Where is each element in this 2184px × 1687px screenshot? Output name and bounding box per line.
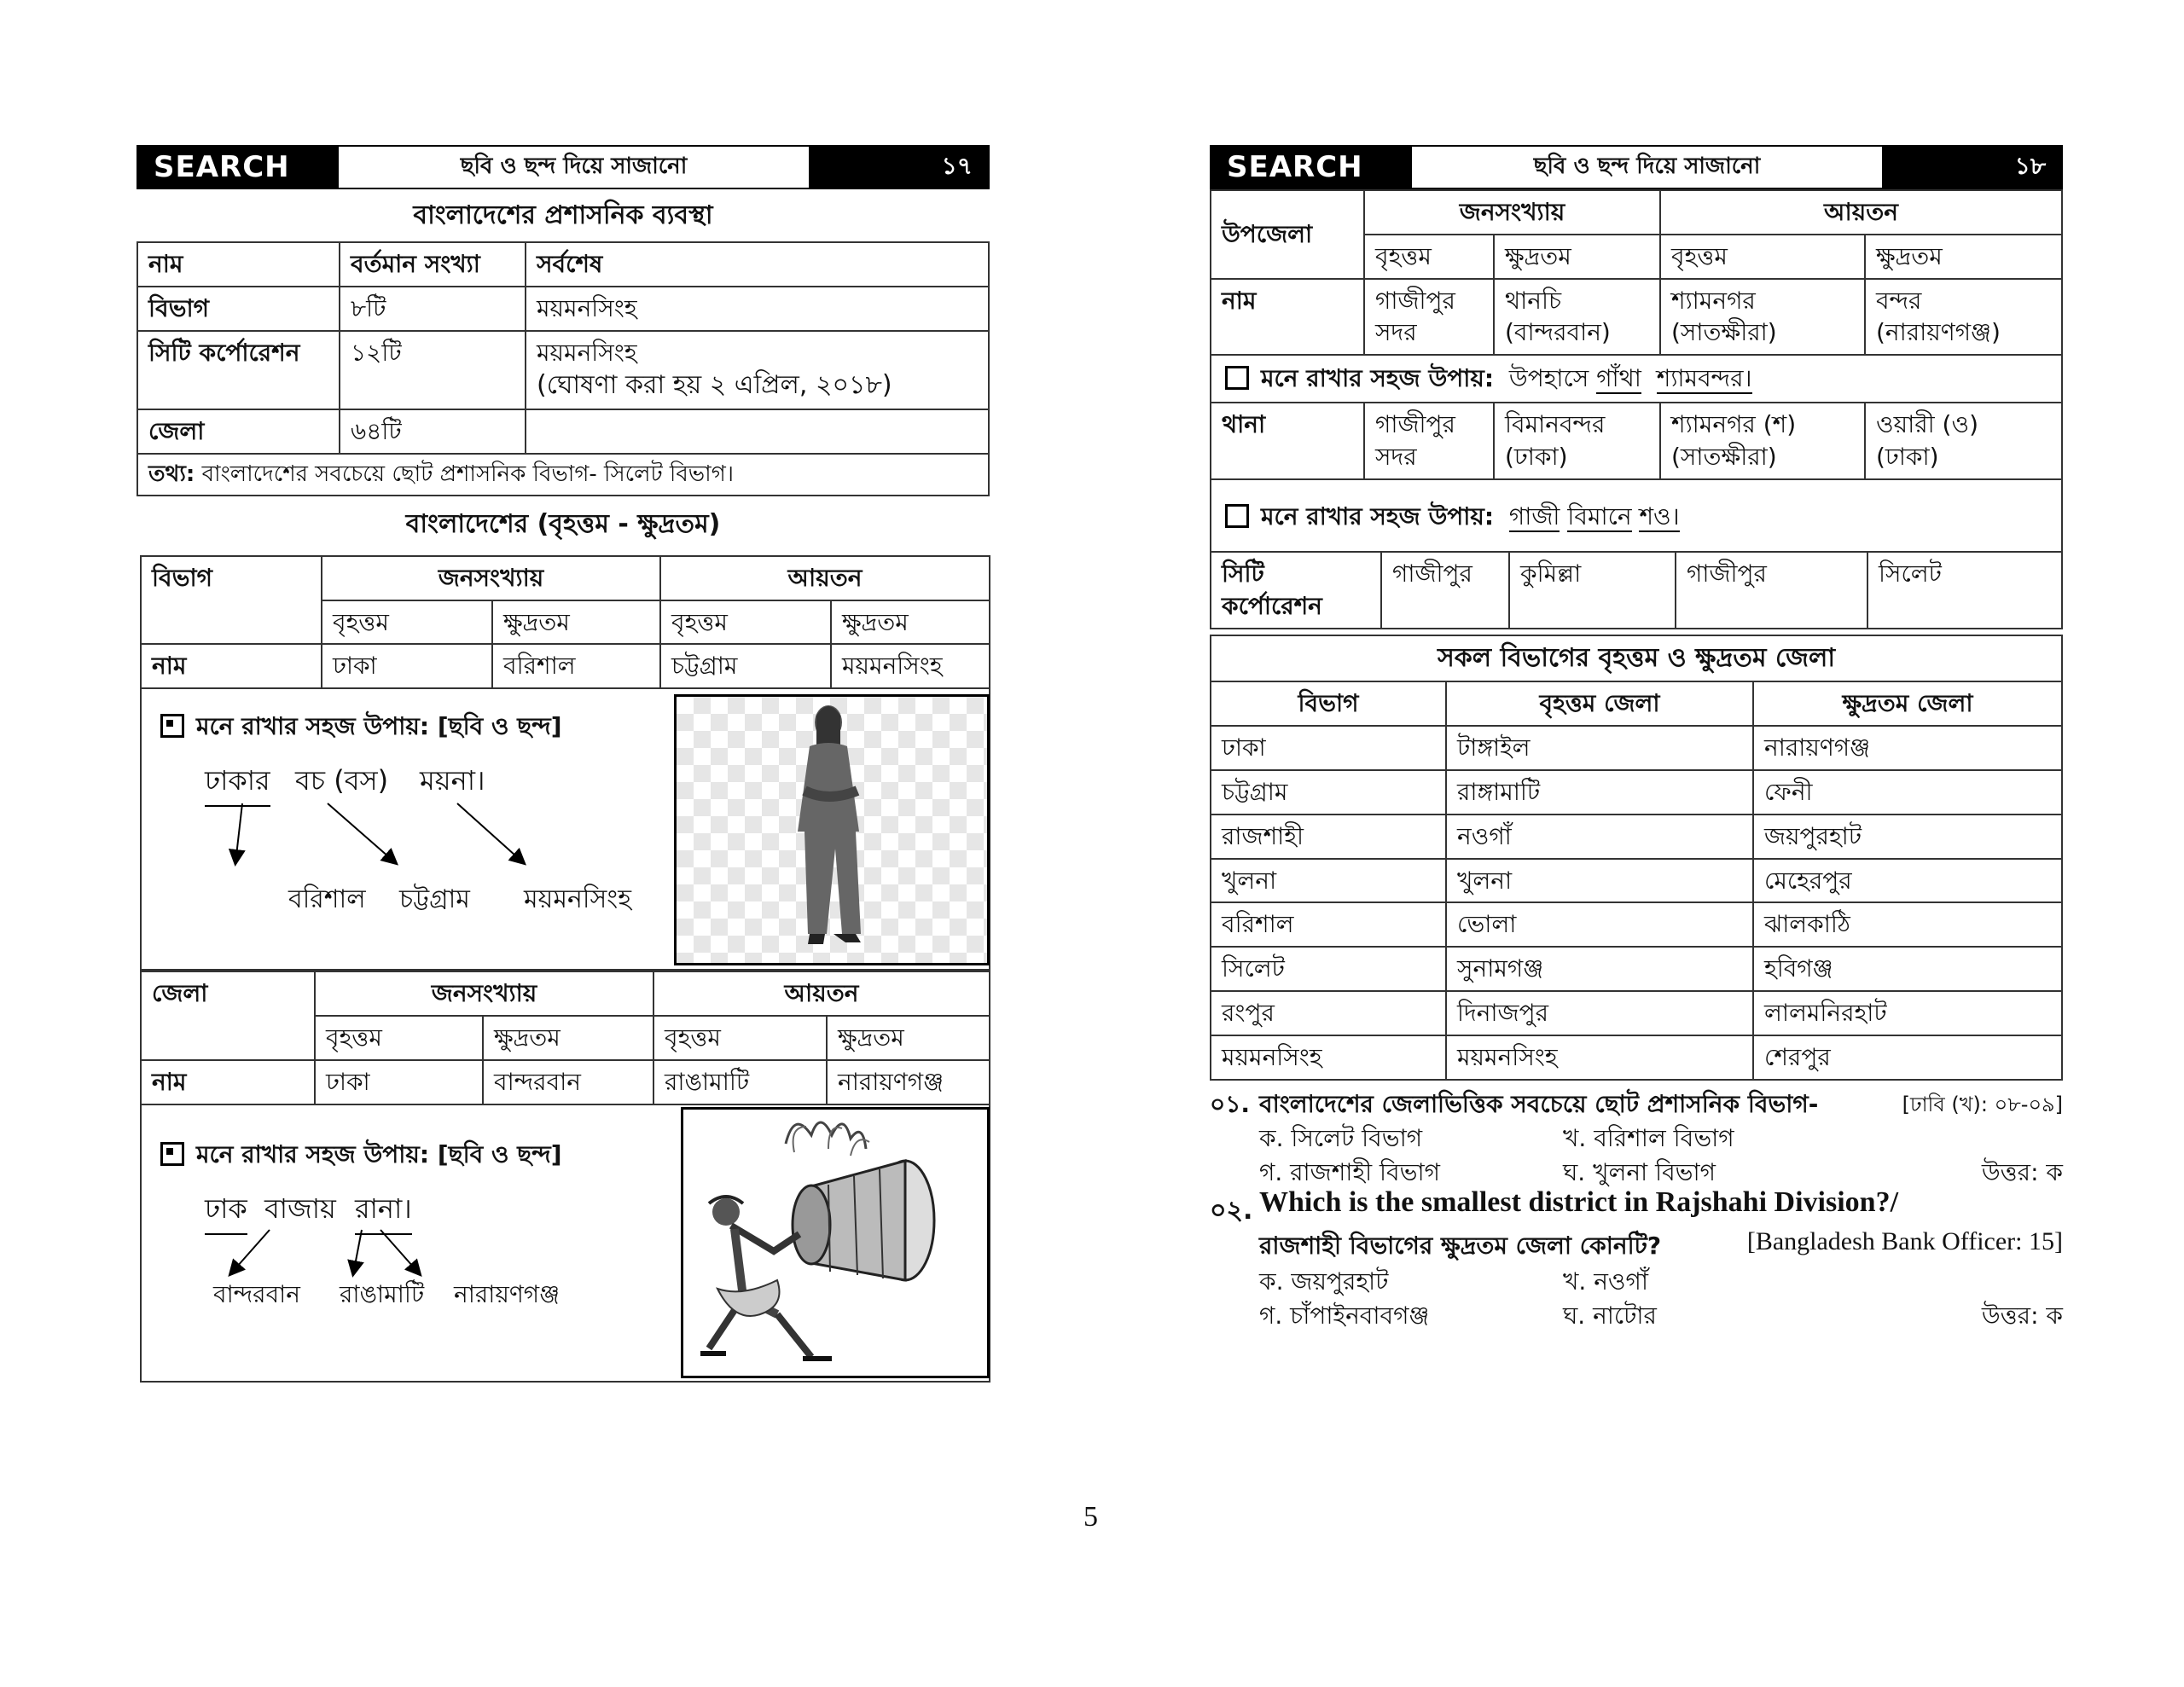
admin-section-title: বাংলাদেশের প্রশাসনিক ব্যবস্থা [413,200,713,230]
table-cell: সিলেট [1867,552,2062,629]
table-cell: রংপুর [1211,991,1446,1035]
table-cell: বিভাগ [137,287,340,331]
table-cell: গাজীপুর [1676,552,1867,629]
table-row [1211,726,2062,770]
table-cell: সিটি কর্পোরেশন [137,331,340,409]
table-cell: ক্ষুদ্রতম [831,600,990,645]
table-cell: ময়মনসিংহ [1211,1035,1446,1080]
cell-line: সদর [1375,442,1417,471]
table-cell [1364,279,1494,356]
checkbox-icon [1225,504,1249,528]
right-page [1210,145,2063,1330]
table-row [137,454,989,496]
left-page [136,145,990,1383]
page-number-label: ১৮ [1882,147,2061,188]
table-cell: ভোলা [1446,902,1753,947]
table-cell: ঝালকাঠি [1753,902,2062,947]
tip-box-divisions [140,689,990,971]
table-row [1211,1035,2062,1080]
cell-line: (সাতক্ষীরা) [1671,318,1777,347]
option-b: খ. বরিশাল বিভাগ [1563,1123,1734,1152]
table-cell: খুলনা [1211,859,1446,903]
table-cell: বৃহত্তম [660,600,831,645]
mnemonic-output: ময়মনসিংহ [524,884,631,915]
table-cell: বৃহত্তম [1660,235,1865,279]
mnemonic-output: রাঙামাটি [340,1279,425,1308]
cell-line: (ঢাকা) [1505,442,1568,471]
table-header-cell: ক্ষুদ্রতম জেলা [1753,681,2062,726]
tip-label [160,1136,562,1176]
page-number: 5 [1083,1501,1098,1533]
table-row [137,409,989,454]
table-cell: বরিশাল [492,644,660,688]
table-cell: মেহেরপুর [1753,859,2062,903]
table-cell [1494,403,1660,479]
table-cell: বৃহত্তম [653,1016,827,1060]
tip-text: মনে রাখার সহজ উপায়: [ছবি ও ছন্দ] [196,712,562,741]
table-header-cell: জনসংখ্যায় [1364,190,1660,235]
tip-cell [1211,479,2062,553]
businesswoman-figure [677,697,987,963]
table-cell: বৃহত্তম [1364,235,1494,279]
page-number-label: ১৭ [809,147,988,188]
header-title: ছবি ও ছন্দ দিয়ে সাজানো [460,154,688,179]
table-row [1211,859,2062,903]
table-cell: ঢাকা [1211,726,1446,770]
mnemonic-output: চট্টগ্রাম [399,884,470,915]
cell-line: বন্দর [1876,286,1922,315]
cell-line: সিটি [1222,559,1264,588]
fact-label: তথ্য: [148,461,195,487]
mnemonic-word: উপহাসে [1508,364,1589,393]
mnemonic-word: বিমানে [1567,501,1632,530]
table-row [141,556,990,600]
table-cell: খুলনা [1446,859,1753,903]
table-cell: সিলেট [1211,947,1446,991]
mnemonic-word: ঢাক [205,1187,247,1235]
fact-text: বাংলাদেশের সবচেয়ে ছোট প্রশাসনিক বিভাগ- সিলেট বিভাগ। [201,461,735,487]
tip-label: মনে রাখার সহজ উপায়: [1261,364,1495,393]
mnemonic-output: নারায়ণগঞ্জ [454,1279,561,1308]
drummer-figure [683,1110,987,1376]
table-cell: রাজশাহী [1211,815,1446,859]
table-cell: রাঙামাটি [653,1060,827,1104]
cell-line: থানচি [1505,286,1562,315]
table-row [141,644,990,688]
mnemonic-word: গাঁথা [1596,364,1641,393]
cell-line: সদর [1375,318,1417,347]
table-cell [1494,279,1660,356]
checkbox-icon [1225,366,1249,390]
table-title-cell: সকল বিভাগের বৃহত্তম ও ক্ষুদ্রতম জেলা [1211,635,2062,682]
cell-line: শ্যামনগর [1671,286,1756,315]
table-row [1211,815,2062,859]
mnemonic-output: বরিশাল [288,884,366,915]
table-cell [1865,279,2062,356]
table-cell [1364,403,1494,479]
mnemonic-word: ময়না। [420,764,485,797]
table-row [141,1060,990,1104]
table-cell: ক্ষুদ্রতম [1865,235,2062,279]
bs-section-title: বাংলাদেশের (বৃহত্তম - ক্ষুদ্রতম) [405,508,721,539]
table-header-cell: সর্বশেষ [526,242,989,287]
table-header-cell: আয়তন [653,971,990,1016]
table-cell: ৮টি [340,287,526,331]
cell-line: (বান্দরবান) [1505,318,1611,347]
table-row [1211,681,2062,726]
cell-line: (ঢাকা) [1876,442,1939,471]
left-page-header [136,145,990,189]
table-cell: বান্দরবান [483,1060,653,1104]
checkbox-icon [160,1142,184,1166]
division-table [140,555,990,689]
table-cell: বরিশাল [1211,902,1446,947]
table-cell: বৃহত্তম [315,1016,483,1060]
table-row [1211,552,2062,629]
table-header-cell [1211,190,1364,279]
table-row [141,971,990,1016]
table-cell: ৬৪টি [340,409,526,454]
option-c: গ. রাজশাহী বিভাগ [1259,1157,1440,1186]
table-row [1211,190,2062,235]
question-text-en: Which is the smallest district in Rajshahi Division?/ [1259,1186,1899,1218]
table-cell: দিনাজপুর [1446,991,1753,1035]
admin-table [136,241,990,496]
table-cell: জয়পুরহাট [1753,815,2062,859]
table-header-cell: আয়তন [1660,190,2062,235]
table-row [137,331,989,409]
checkbox-icon [160,714,184,738]
table-cell: নাম [1211,279,1364,356]
table-cell: শেরপুর [1753,1035,2062,1080]
table-header-cell: জেলা [141,971,315,1060]
table-row [1211,403,2062,479]
table-header-cell: আয়তন [660,556,990,600]
tip-label [160,708,562,748]
question-1 [1210,1082,2063,1185]
cell-line: ময়মনসিংহ [537,338,637,367]
table-cell: ফেনী [1753,770,2062,815]
table-cell [1211,552,1381,629]
question-text: বাংলাদেশের জেলাভিত্তিক সবচেয়ে ছোট প্রশাসনিক বিভাগ- [1259,1089,1819,1118]
table-cell: রাঙ্গামাটি [1446,770,1753,815]
option-d: ঘ. খুলনা বিভাগ [1563,1157,1716,1186]
cell-note: (ঘোষণা করা হয় ২ এপ্রিল, ২০১৮) [537,370,892,401]
table-header-cell: বৃহত্তম জেলা [1446,681,1753,726]
table-cell: থানা [1211,403,1364,479]
option-a: ক. জয়পুরহাট [1259,1267,1389,1296]
table-header-cell: জনসংখ্যায় [322,556,660,600]
table-row [1211,770,2062,815]
city-corporation-table [1210,551,2063,629]
header-title: ছবি ও ছন্দ দিয়ে সাজানো [1533,154,1761,179]
table-header-cell: নাম [137,242,340,287]
table-header-cell: বিভাগ [1211,681,1446,726]
businesswoman-image [674,694,990,965]
table-cell: ঢাকা [322,644,492,688]
table-cell [1865,403,2062,479]
cell-line: গাজীপুর [1375,409,1455,438]
question-number: ০২. [1210,1195,1253,1226]
mnemonic-output: বান্দরবান [213,1279,300,1308]
tip-text: মনে রাখার সহজ উপায়: [ছবি ও ছন্দ] [196,1139,562,1168]
table-cell: ক্ষুদ্রতম [827,1016,990,1060]
mnemonic-word: শও। [1639,501,1680,530]
mnemonic-word: শ্যামবন্দর। [1656,364,1752,393]
mnemonic-word: ঢাকার [205,759,270,807]
table-cell: চট্টগ্রাম [660,644,831,688]
table-row [1211,947,2062,991]
table-cell [1660,279,1865,356]
table-cell [1660,403,1865,479]
upazila-table [1210,189,2063,553]
answer-label: উত্তর: ক [1981,1157,2063,1186]
table-row [1211,479,2062,553]
table-cell: নাম [141,644,322,688]
table-cell: ১২টি [340,331,526,409]
cell-line: গাজীপুর [1375,286,1455,315]
question-source: [ঢাবি (খ): ০৮-০৯] [1902,1092,2063,1116]
table-cell: ক্ষুদ্রতম [492,600,660,645]
cell-line: (নারায়ণগঞ্জ) [1876,318,2001,347]
table-cell: সুনামগঞ্জ [1446,947,1753,991]
upazila-label: উপজেলা [1222,219,1313,248]
tip-box-districts [140,1105,990,1383]
table-row [137,242,989,287]
mnemonic-word: রানা। [355,1187,412,1235]
option-d: ঘ. নাটোর [1563,1301,1657,1330]
mnemonic-word: বচ (বস) [295,764,389,797]
table-cell: হবিগঞ্জ [1753,947,2062,991]
tip-cell [1211,355,2062,403]
mnemonic-word: গাজী [1508,501,1560,530]
table-row [1211,635,2062,682]
cell-line: শ্যামনগর (শ) [1671,409,1797,438]
table-header-cell: বিভাগ [141,556,322,645]
table-cell: ক্ষুদ্রতম [1494,235,1660,279]
table-row [137,287,989,331]
district-table [140,971,990,1104]
table-cell [526,409,989,454]
table-cell: কুমিল্লা [1509,552,1676,629]
brand-label: SEARCH [138,147,339,188]
table-cell: ময়মনসিংহ [831,644,990,688]
table-cell: নাম [141,1060,315,1104]
cell-line: কর্পোরেশন [1222,592,1322,621]
table-cell: চট্টগ্রাম [1211,770,1446,815]
table-header-cell: জনসংখ্যায় [315,971,653,1016]
table-cell: জেলা [137,409,340,454]
table-cell: ময়মনসিংহ [1446,1035,1753,1080]
mnemonic-word: বাজায় [264,1191,336,1225]
table-row [1211,991,2062,1035]
table-cell: নারায়ণগঞ্জ [827,1060,990,1104]
table-cell: নওগাঁ [1446,815,1753,859]
table-row [1211,355,2062,403]
question-source: [Bangladesh Bank Officer: 15] [1746,1226,2063,1255]
table-cell: লালমনিরহাট [1753,991,2062,1035]
drummer-image [681,1107,990,1378]
table-cell: টাঙ্গাইল [1446,726,1753,770]
table-cell: ময়মনসিংহ [526,287,989,331]
brand-label: SEARCH [1211,147,1412,188]
all-divisions-table [1210,635,2063,1081]
table-cell: ক্ষুদ্রতম [483,1016,653,1060]
cell-line: ওয়ারী (ও) [1876,409,1978,438]
option-c: গ. চাঁপাইনবাবগঞ্জ [1259,1301,1430,1330]
table-header-cell: বর্তমান সংখ্যা [340,242,526,287]
fact-cell [137,454,989,496]
question-2 [1210,1185,2063,1330]
table-row [1211,279,2062,356]
answer-label: উত্তর: ক [1981,1301,2063,1330]
question-number: ০১. [1210,1089,1251,1118]
option-b: খ. নওগাঁ [1563,1267,1648,1296]
option-a: ক. সিলেট বিভাগ [1259,1123,1423,1152]
cell-line: (সাতক্ষীরা) [1671,442,1777,471]
table-cell [526,331,989,409]
table-cell: বৃহত্তম [322,600,492,645]
table-cell: নারায়ণগঞ্জ [1753,726,2062,770]
question-text-bn: রাজশাহী বিভাগের ক্ষুদ্রতম জেলা কোনটি? [1259,1231,1662,1260]
table-cell: গাজীপুর [1381,552,1509,629]
cell-line: বিমানবন্দর [1505,409,1606,438]
right-page-header [1210,145,2063,189]
table-row [1211,902,2062,947]
table-cell: ঢাকা [315,1060,483,1104]
tip-label: মনে রাখার সহজ উপায়: [1261,501,1495,530]
